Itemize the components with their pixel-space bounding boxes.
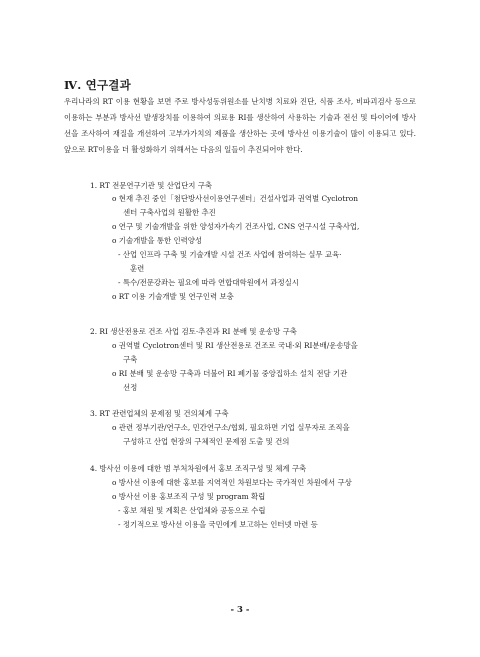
section-1-item-5: - 산업 인프라 구축 및 기술개발 시설 건조 사업에 참여하는 실무 교육· [118,250,342,259]
section-1-item-8: o RT 이용 기술개발 및 연구인력 보충 [112,292,234,301]
section-1-item-6: 훈련 [130,264,145,273]
section-4-item-1: o 방사선 이용에 대한 홍보를 지역적인 차원보다는 국가적인 차원에서 구상 [112,478,352,487]
section-4-item-4: - 정기적으로 방사선 이용을 국민에게 보고하는 인터넷 마련 등 [118,520,318,529]
section-2-item-2: 구축 [123,355,138,364]
section-1-item-3: o 연구 및 기술개발을 위한 양성자가속기 건조사업, CNS 연구시설 구축사업, [112,222,360,231]
section-3-item-2: 구성하고 산업 현장의 구체적인 문제점 도출 및 건의 [123,437,290,446]
section-4-item-3: - 홍보 채원 및 계획은 산업체와 공동으로 수립 [118,506,266,515]
section-3-item-1: o 관련 정부기관/연구소, 민간연구소/협회, 필요하면 기업 실무자로 조직을 [112,423,350,432]
section-1-item-2: 센터 구축사업의 원활한 추진 [123,208,216,217]
section-2-title: 2. RI 생산전용로 건조 사업 검토·추진과 RI 분배 및 운송망 구축 [90,327,297,336]
section-1-item-1: o 현재 추진 중인「첨단방사선이용연구센터」건설사업과 권역별 Cyclotron [112,194,358,203]
section-1-item-4: o 기술개발을 통한 인력양성 [112,236,203,245]
section-heading: Ⅳ. 연구결과 [64,78,131,92]
section-4-title: 4. 방사선 이용에 대한 범 부처차원에서 홍보 조직구성 및 체계 구축 [90,464,307,473]
section-1-title: 1. RT 전문연구기관 및 산업단지 구축 [90,181,212,190]
section-2-item-3: o RI 분배 및 운송망 구축과 더불어 RI 폐기물 중앙집하소 설치 전담 기관 [112,369,348,378]
page-number: - 3 - [230,605,250,615]
section-4-item-2: o 방사선 이용 홍보조직 구성 및 program 확립 [112,492,266,501]
intro-paragraph: 우리나라의 RT 이용 현황을 보면 주로 방사성동위원소를 난치병 치료와 진단, 식품 조사, 비파괴검사 등으로 이용하는 부분과 방사선 발생장치를 이용하여 의료용 RI를 생산하여 사용하는 기술과 전선 및 타이어에 방사선을 조사하여 재질을 개선하여 고부가가치의 제품을 생산하는 곳에 방사선 이용기술이 많이 이용되고 있다. 앞으로 RT이용을 더 활성화하기 위해서는 다음의 일들이 추진되어야 한다. [64,97,416,154]
section-2-item-1: o 권역별 Cyclotron센터 및 RI 생산전용로 건조로 국내·외 RI분배/운송망을 [112,341,358,350]
section-1-item-7: - 특수/전문강좌는 필요에 따라 연합대학원에서 과정실시 [118,278,299,287]
section-2-item-4: 선정 [123,383,138,392]
section-3-title: 3. RT 관련업체의 문제점 및 건의체계 구축 [90,409,229,418]
